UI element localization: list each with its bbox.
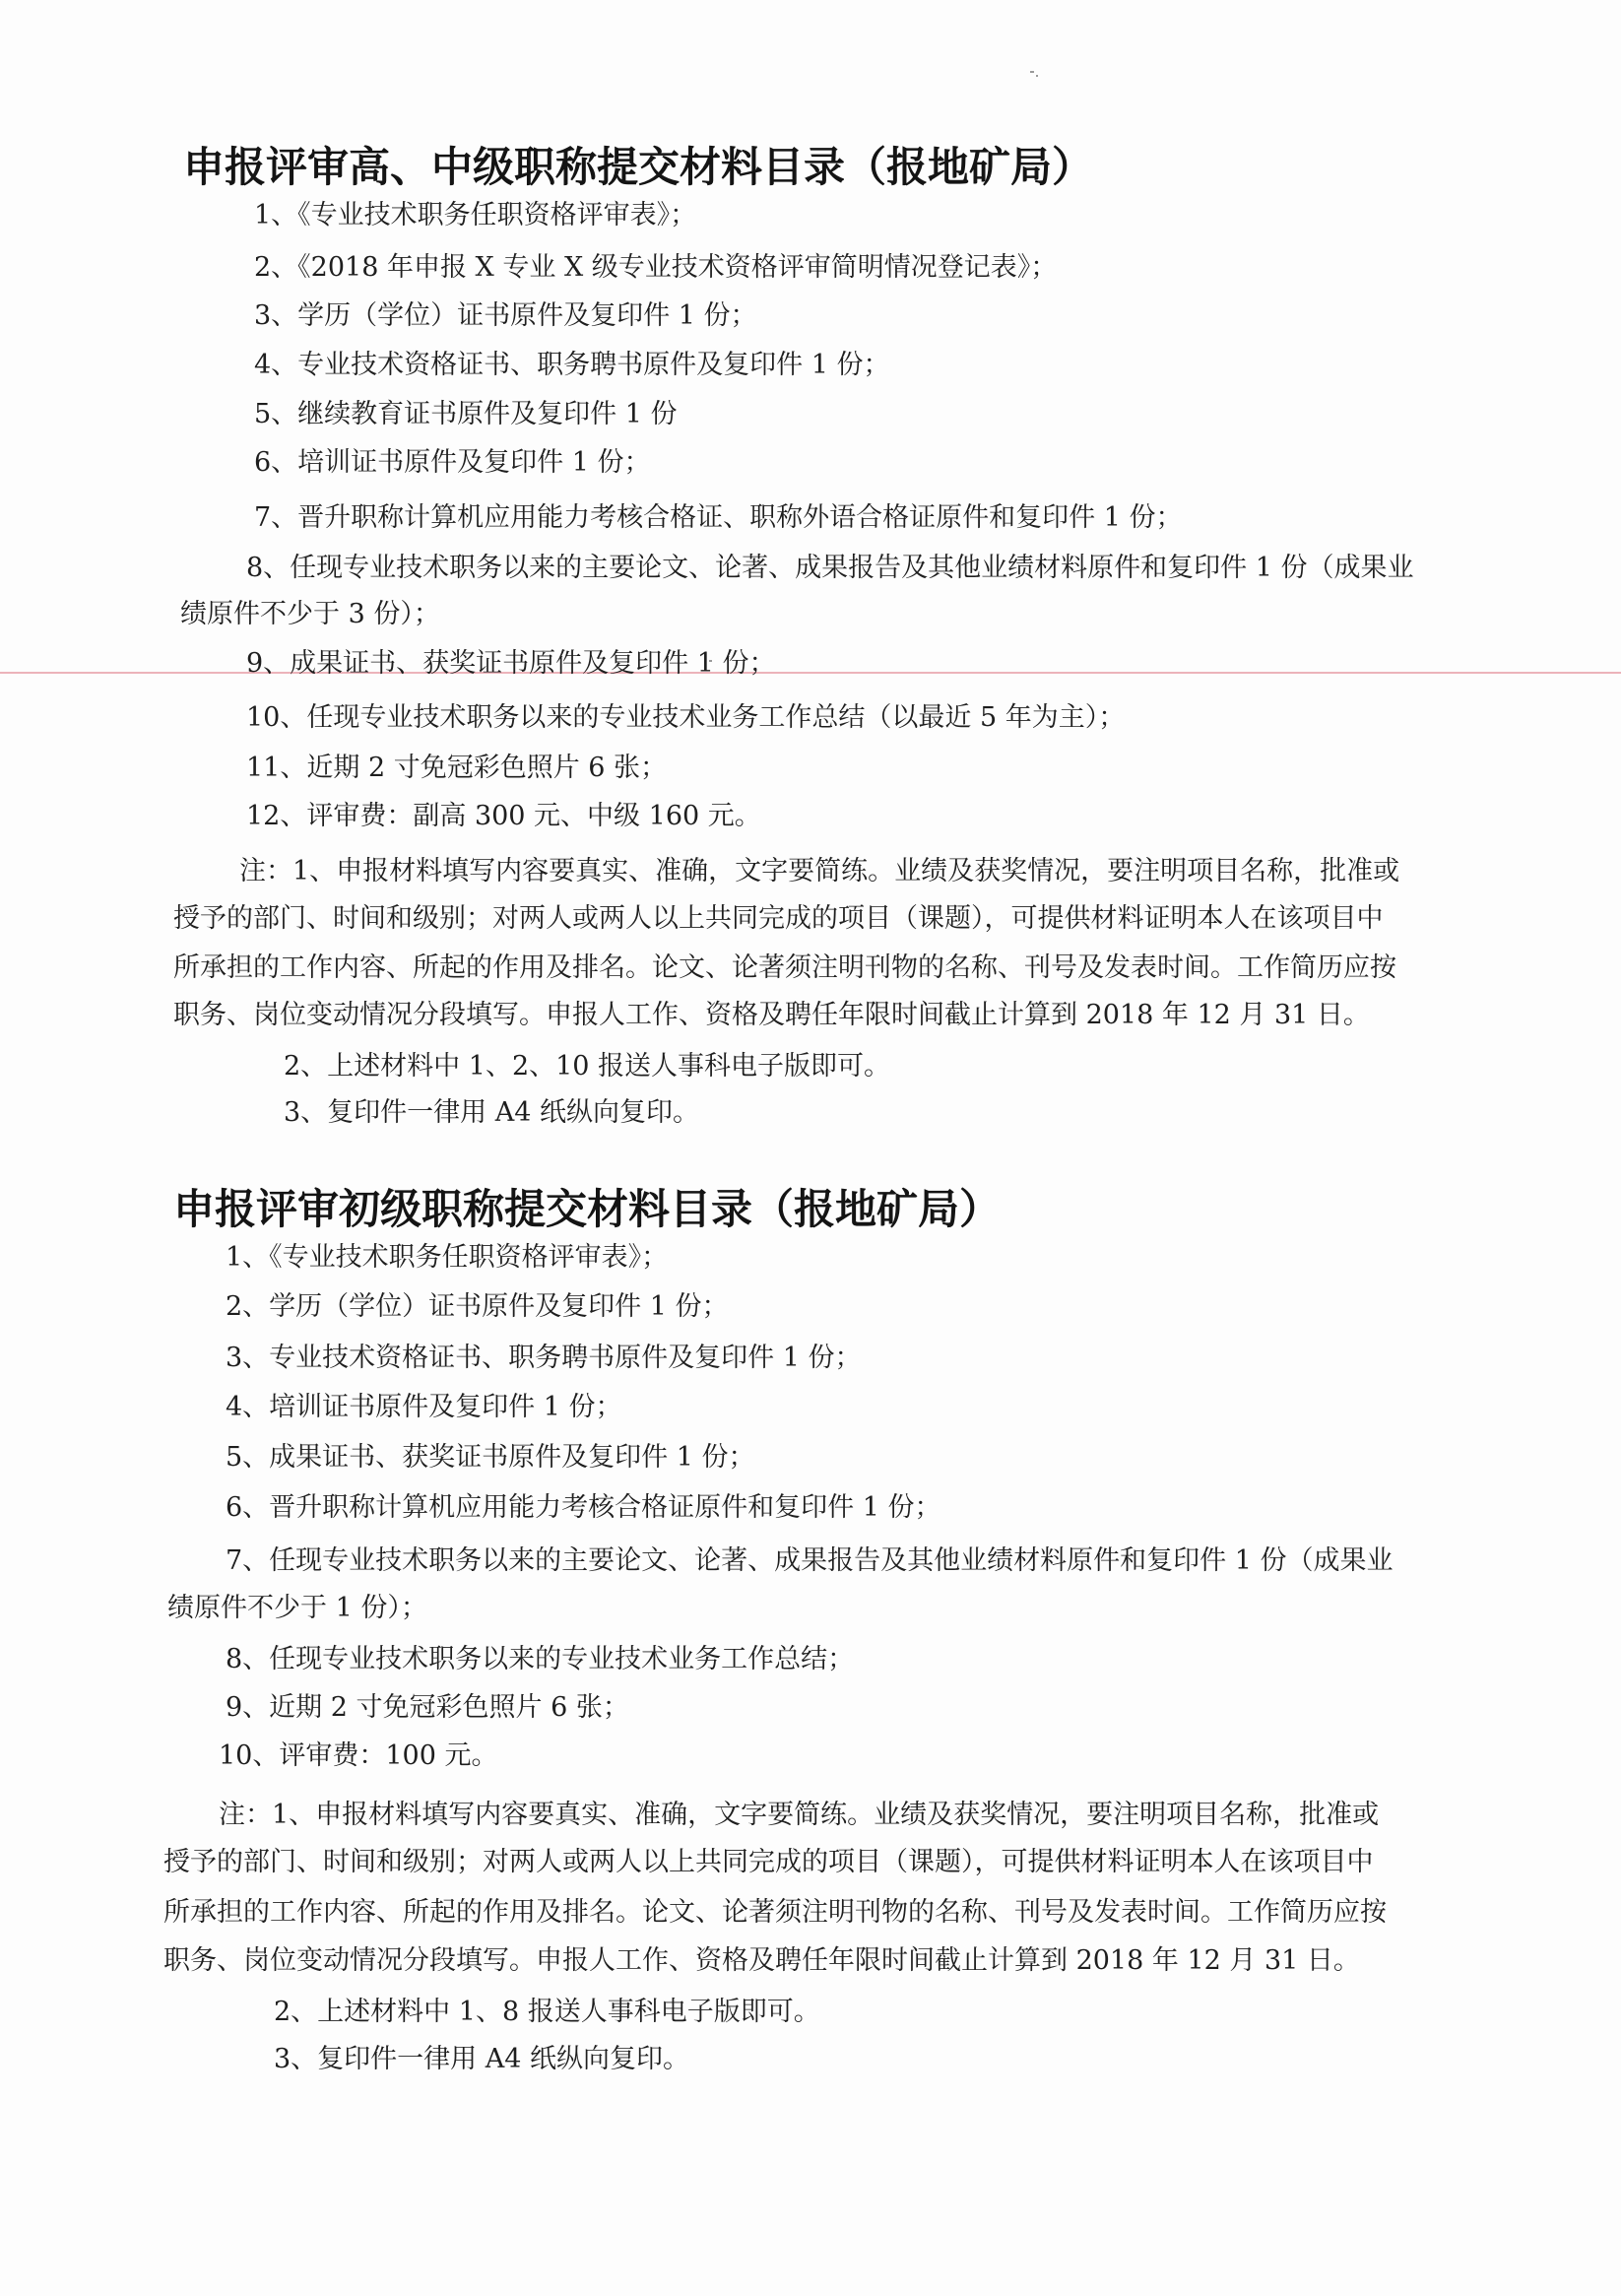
section2-note-1-cont: 职务、岗位变动情况分段填写。申报人工作、资格及聘任年限时间截止计算到 2018 年 12 月 31 日。 xyxy=(163,1945,1360,1976)
section2-note-1-cont: 所承担的工作内容、所起的作用及排名。论文、论著须注明刊物的名称、刊号及发表时间。工作简历应按 xyxy=(163,1897,1387,1928)
section1-note-1-cont: 职务、岗位变动情况分段填写。申报人工作、资格及聘任年限时间截止计算到 2018 年 12 月 31 日。 xyxy=(173,1000,1370,1030)
section1-item-10: 10、任现专业技术职务以来的专业技术业务工作总结（以最近 5 年为主）； xyxy=(246,702,1126,733)
section1-item-12: 12、评审费：副高 300 元、中级 160 元。 xyxy=(246,801,761,831)
scan-speck xyxy=(1030,71,1034,73)
section2-item-8: 8、任现专业技术职务以来的专业技术业务工作总结； xyxy=(226,1644,855,1674)
section1-item-8: 8、任现专业技术职务以来的主要论文、论著、成果报告及其他业绩材料原件和复印件 1 份（成果业 xyxy=(246,553,1414,583)
section2-item-7: 7、任现专业技术职务以来的主要论文、论著、成果报告及其他业绩材料原件和复印件 1 份（成果业 xyxy=(226,1545,1394,1576)
section2-note-3: 3、复印件一律用 A4 纸纵向复印。 xyxy=(274,2044,690,2074)
section1-note-1-cont: 所承担的工作内容、所起的作用及排名。论文、论著须注明刊物的名称、刊号及发表时间。工作简历应按 xyxy=(173,952,1396,983)
section1-note-1: 注：1、申报材料填写内容要真实、准确，文字要简练。业绩及获奖情况，要注明项目名称，批准或 xyxy=(239,856,1400,886)
section1-note-2: 2、上述材料中 1、2、10 报送人事科电子版即可。 xyxy=(284,1051,891,1082)
section2-item-1: 1、《专业技术职务任职资格评审表》； xyxy=(226,1242,669,1273)
section2-item-4: 4、培训证书原件及复印件 1 份； xyxy=(226,1392,622,1422)
section2-item-9: 9、近期 2 寸免冠彩色照片 6 张； xyxy=(226,1692,629,1723)
section1-item-3: 3、学历（学位）证书原件及复印件 1 份； xyxy=(254,300,757,331)
section2-note-1-cont: 授予的部门、时间和级别；对两人或两人以上共同完成的项目（课题），可提供材料证明本人在该项目中 xyxy=(163,1847,1374,1877)
section1-item-2: 2、《2018 年申报 X 专业 X 级专业技术资格评审简明情况登记表》； xyxy=(254,252,1058,283)
section1-item-6: 6、培训证书原件及复印件 1 份； xyxy=(254,447,651,478)
section1-item-5: 5、继续教育证书原件及复印件 1 份 xyxy=(254,399,678,429)
section1-note-1-cont: 授予的部门、时间和级别；对两人或两人以上共同完成的项目（课题），可提供材料证明本人在该项目中 xyxy=(173,903,1384,934)
section1-item-11: 11、近期 2 寸免冠彩色照片 6 张； xyxy=(246,753,668,783)
section2-item-10: 10、评审费：100 元。 xyxy=(219,1740,498,1771)
section1-note-3: 3、复印件一律用 A4 纸纵向复印。 xyxy=(284,1097,700,1128)
section1-item-9: 9、成果证书、获奖证书原件及复印件 1 份； xyxy=(246,648,776,679)
section1-item-8-cont: 绩原件不少于 3 份）； xyxy=(180,599,440,629)
section1-title: 申报评审高、中级职称提交材料目录（报地矿局） xyxy=(183,143,1094,191)
section1-item-7: 7、晋升职称计算机应用能力考核合格证、职称外语合格证原件和复印件 1 份； xyxy=(254,502,1183,533)
section2-item-5: 5、成果证书、获奖证书原件及复印件 1 份； xyxy=(226,1442,755,1473)
section1-item-1: 1、《专业技术职务任职资格评审表》； xyxy=(254,200,697,230)
section2-item-6: 6、晋升职称计算机应用能力考核合格证原件和复印件 1 份； xyxy=(226,1492,941,1523)
section2-item-7-cont: 绩原件不少于 1 份）； xyxy=(167,1593,427,1623)
section2-note-1: 注：1、申报材料填写内容要真实、准确，文字要简练。业绩及获奖情况，要注明项目名称，批准或 xyxy=(219,1800,1380,1830)
section1-item-4: 4、专业技术资格证书、职务聘书原件及复印件 1 份； xyxy=(254,350,890,380)
section2-note-2: 2、上述材料中 1、8 报送人事科电子版即可。 xyxy=(274,1997,820,2027)
section2-title: 申报评审初级职称提交材料目录（报地矿局） xyxy=(173,1185,1002,1233)
section2-item-2: 2、学历（学位）证书原件及复印件 1 份； xyxy=(226,1291,729,1322)
section2-item-3: 3、专业技术资格证书、职务聘书原件及复印件 1 份； xyxy=(226,1343,862,1373)
scan-speck xyxy=(1036,75,1038,77)
scan-artifact-line xyxy=(0,672,1621,674)
